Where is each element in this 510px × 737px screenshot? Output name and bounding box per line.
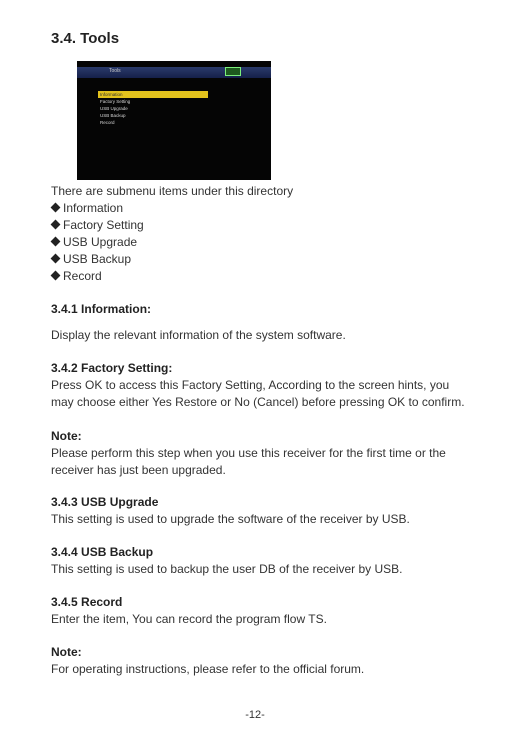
screen-title-bar [77,67,271,78]
subsection-text-factory-setting-line2: may choose either Yes Restore or No (Cancel) before pressing OK to confirm. [51,395,465,409]
note-text: For operating instructions, please refer to the official forum. [51,662,365,676]
diamond-bullet-icon [51,254,61,264]
subsection-title-usb-backup: 3.4.4 USB Backup [51,545,154,559]
diamond-bullet-icon [51,203,61,213]
subsection-title-usb-upgrade: 3.4.3 USB Upgrade [51,495,159,509]
diamond-bullet-icon [51,271,61,281]
screen-menu-item-record: Record [100,120,115,125]
subsection-text-usb-upgrade: This setting is used to upgrade the software of the receiver by USB. [51,512,410,526]
subsection-text-record: Enter the item, You can record the program flow TS. [51,612,327,626]
diamond-bullet-icon [51,237,61,247]
signal-icon [225,67,241,76]
screen-menu-item-information: Information [98,91,208,98]
note-text-line1: Please perform this step when you use this receiver for the first time or the [51,446,446,460]
subsection-title-information: 3.4.1 Information: [51,302,152,316]
diamond-bullet-icon [51,220,61,230]
screen-menu-item-usb-backup: USB Backup [100,113,126,118]
screen-menu [98,91,208,126]
subsection-title-factory-setting: 3.4.2 Factory Setting: [51,361,173,375]
note-title: Note: [51,645,82,659]
screen-menu-item-usb-upgrade: USB Upgrade [100,106,128,111]
bullet-item: Factory Setting [51,218,144,232]
screen-menu-item-factory-setting: Factory Setting [100,99,131,104]
bullet-item: USB Upgrade [51,235,137,249]
bullet-item: USB Backup [51,252,131,266]
bullet-item: Information [51,201,123,215]
intro-text: There are submenu items under this directory [51,184,294,198]
subsection-text-factory-setting-line1: Press OK to access this Factory Setting, According to the screen hints, you [51,378,450,392]
note-text-line2: receiver has just been upgraded. [51,463,226,477]
subsection-text-usb-backup: This setting is used to backup the user DB of the receiver by USB. [51,562,403,576]
page-number: -12- [245,709,265,721]
bullet-item: Record [51,269,102,283]
section-heading: 3.4. Tools [51,30,120,47]
subsection-title-record: 3.4.5 Record [51,595,123,609]
screen-title: Tools [109,68,121,74]
note-title: Note: [51,429,82,443]
tools-screen-image [77,61,271,180]
subsection-text-information: Display the relevant information of the system software. [51,328,346,342]
